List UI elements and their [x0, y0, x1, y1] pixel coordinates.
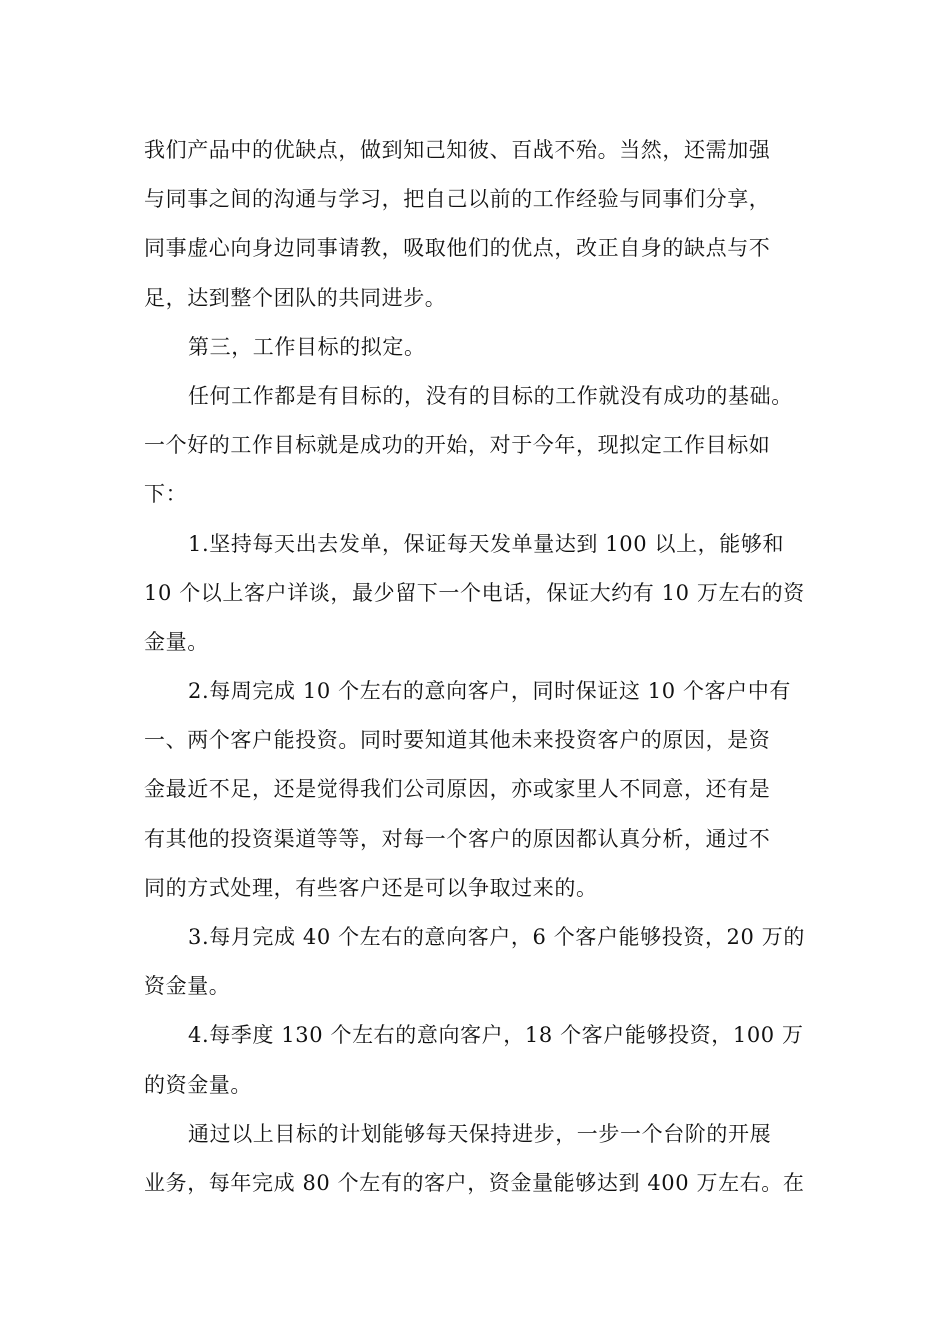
text-line-9: 1.坚持每天出去发单，保证每天发单量达到 100 以上，能够和: [188, 531, 785, 556]
text-line-4: 足，达到整个团队的共同进步。: [144, 285, 447, 310]
text-line-21: 通过以上目标的计划能够每天保持进步，一步一个台阶的开展: [188, 1121, 772, 1146]
text-line-12: 2.每周完成 10 个左右的意向客户，同时保证这 10 个客户中有: [188, 679, 791, 704]
text-line-2: 与同事之间的沟通与学习，把自己以前的工作经验与同事们分享，: [144, 187, 771, 212]
text-line-8: 下：: [144, 482, 188, 507]
text-line-22: 业务，每年完成 80 个左有的客户，资金量能够达到 400 万左右。在: [144, 1170, 805, 1195]
text-line-19: 4.每季度 130 个左右的意向客户，18 个客户能够投资，100 万: [188, 1023, 804, 1048]
text-line-11: 金量。: [144, 629, 209, 654]
text-line-16: 同的方式处理，有些客户还是可以争取过来的。: [144, 875, 598, 900]
document-body: [144, 126, 808, 1208]
text-line-7: 一个好的工作目标就是成功的开始，对于今年，现拟定工作目标如: [144, 433, 771, 458]
text-line-5: 第三，工作目标的拟定。: [188, 334, 426, 359]
text-line-13: 一、两个客户能投资。同时要知道其他未来投资客户的原因，是资: [144, 728, 771, 753]
text-line-17: 3.每月完成 40 个左右的意向客户，6 个客户能够投资，20 万的: [188, 925, 805, 949]
text-line-6: 任何工作都是有目标的，没有的目标的工作就没有成功的基础。: [188, 383, 793, 408]
text-line-10: 10 个以上客户详谈，最少留下一个电话，保证大约有 10 万左右的资: [144, 580, 805, 605]
text-line-14: 金最近不足，还是觉得我们公司原因，亦或家里人不同意，还有是: [144, 777, 771, 802]
text-line-20: 的资金量。: [144, 1072, 252, 1097]
text-line-3: 同事虚心向身边同事请教，吸取他们的优点，改正自身的缺点与不: [144, 236, 771, 261]
text-line-15: 有其他的投资渠道等等，对每一个客户的原因都认真分析，通过不: [144, 826, 771, 851]
text-line-18: 资金量。: [144, 974, 231, 999]
text-line-1: 我们产品中的优缺点，做到知己知彼、百战不殆。当然，还需加强: [144, 138, 771, 162]
